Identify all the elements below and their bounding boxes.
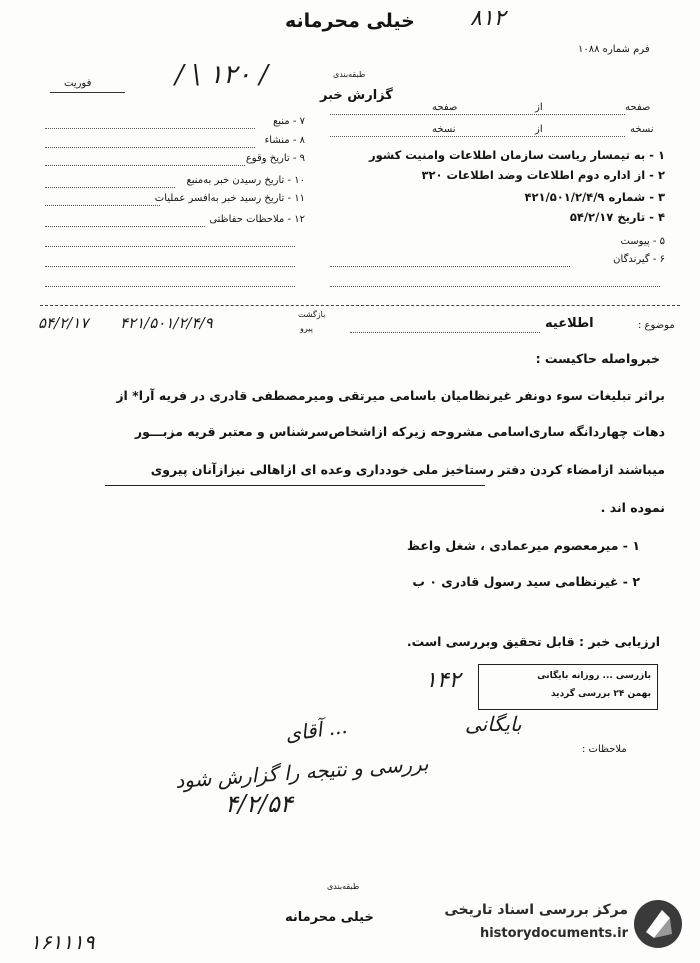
subject-value: اطلاعیه [545,316,594,331]
subject-ref-number: ۴۲۱/۵۰۱/۲/۴/۹ [120,314,213,332]
report-title: گزارش خبر [320,88,393,103]
field-security-line-1 [45,226,205,227]
body-line-1: براثر تبلیغات سوء دونفر غیرنظامیان باسامی میرتقی ومیرمصطفی قادری در فریه آرا* از [116,388,665,403]
body-underline [105,485,485,486]
stamp-line-1: بازرسی ... روزانه بایگانی [537,671,651,681]
urgency-label: فوریت [64,78,92,89]
received-stamp [478,664,658,710]
sender-row: ۲ - از اداره دوم اطلاعات وضد اطلاعات ۳۲۰ [421,168,665,182]
subject-ref-date: ۵۴/۲/۱۷ [38,314,89,332]
handwritten-note-1: آقای ... [283,713,349,747]
date-row: ۴ - تاریخ ۵۴/۲/۱۷ [569,210,665,224]
page-label-2: صفحه [432,102,458,113]
copy-label: نسخه [630,124,654,135]
field-origin-line [45,147,255,148]
recipient-row: ۱ - به تیمسار ریاست سازمان اطلاعات وامنیت کشور [369,148,665,162]
page-label: صفحه [625,102,651,113]
watermark-title: مرکز بررسی اسناد تاریخی [444,902,628,918]
list-item-2: ۲ - غیرنظامی سید رسول قادری ۰ ب [412,574,640,589]
field-occurrence-date: ۹ - تاریخ وقوع [245,153,305,164]
bazgasht-label: بازگشت [298,310,326,319]
classification-label: طبقه‌بندی [333,70,366,79]
recipients-line-2 [330,286,660,287]
field-security-line-2 [45,246,295,247]
copy-line [330,136,625,137]
notes-label: ملاحظات : [582,744,627,755]
watermark [408,894,690,954]
page-of-label: از [535,102,543,113]
peyro-label: پیرو [300,324,313,333]
document-title: خیلی محرمانه [285,10,415,32]
list-item-1: ۱ - میرمعصوم میرعمادی ، شغل واعظ [406,538,640,553]
subject-label: موضوع : [638,320,675,331]
evaluation-line: ارزیابی خبر : قابل تحقیق وبررسی است. [406,634,660,649]
body-line-3: میباشند ازامضاء کردن دفتر رستاخیز ملی خودداری وعده ای ازاهالی نیزازآنان پیروی [150,462,665,477]
field-origin: ۸ - منشاء [264,135,305,146]
handwritten-signature-right: بایگانی [465,712,522,736]
urgency-line [50,92,125,93]
body-line-2: دهات چهاردانگه ساری‌اسامی مشروحه زیرکه ازاشخاص‌سرشناس و معتبر قریه مزبـــور [134,424,665,439]
number-row: ۳ - شماره ۴۲۱/۵۰۱/۲/۴/۹ [524,190,665,204]
attachment-row: ۵ - پیوست [620,236,665,247]
handwritten-note-2: بررسی و نتیجه را گزارش شود [174,751,430,793]
stamp-line-2: بهمن ۲۴ بررسی گردید [550,689,651,699]
watermark-url: historydocuments.ir [479,926,628,941]
field-receipt-source-line [45,187,175,188]
field-source-line [45,128,255,129]
copy-of-label: از [535,124,543,135]
body-line-4: نموده اند . [600,500,665,515]
field-occurrence-line [45,165,245,166]
watermark-logo-icon [632,898,684,950]
field-source: ۷ - منبع [272,116,305,127]
handwritten-date-top: / \ ۱۲۰ / [175,60,268,90]
document-number: ۱۶۱۱۱۹ [30,930,95,954]
copy-label-2: نسخه [432,124,456,135]
body-greeting: خبرواصله حاکیست : [535,351,660,366]
field-receipt-date-source: ۱۰ - تاریخ رسیدن خبر به‌منبع [186,175,305,186]
field-security-line-3 [45,266,295,267]
form-number: فرم شماره ۱۰۸۸ [578,44,650,55]
recipients-row: ۶ - گیرندگان [613,254,665,265]
field-receipt-date-officer: ۱۱ - تاریخ رسید خبر به‌افسر عملیات [154,193,305,204]
section-divider-top [40,305,680,306]
field-security-line-4 [45,286,295,287]
footer-classification-label: طبقه‌بندی [327,882,360,891]
footer-classification: خیلی محرمانه [285,910,374,925]
handwritten-note-date: ۴/۲/۵۴ [225,790,293,818]
field-receipt-officer-line [45,205,160,206]
handwritten-stamp-number: ۱۴۲ [425,668,461,693]
handwritten-top-number: ۸۱۲ [470,6,506,31]
recipients-line [330,266,570,267]
page-line [330,114,625,115]
field-security-notes: ۱۲ - ملاحظات حفاظتی [209,214,305,225]
subject-line [350,332,540,333]
